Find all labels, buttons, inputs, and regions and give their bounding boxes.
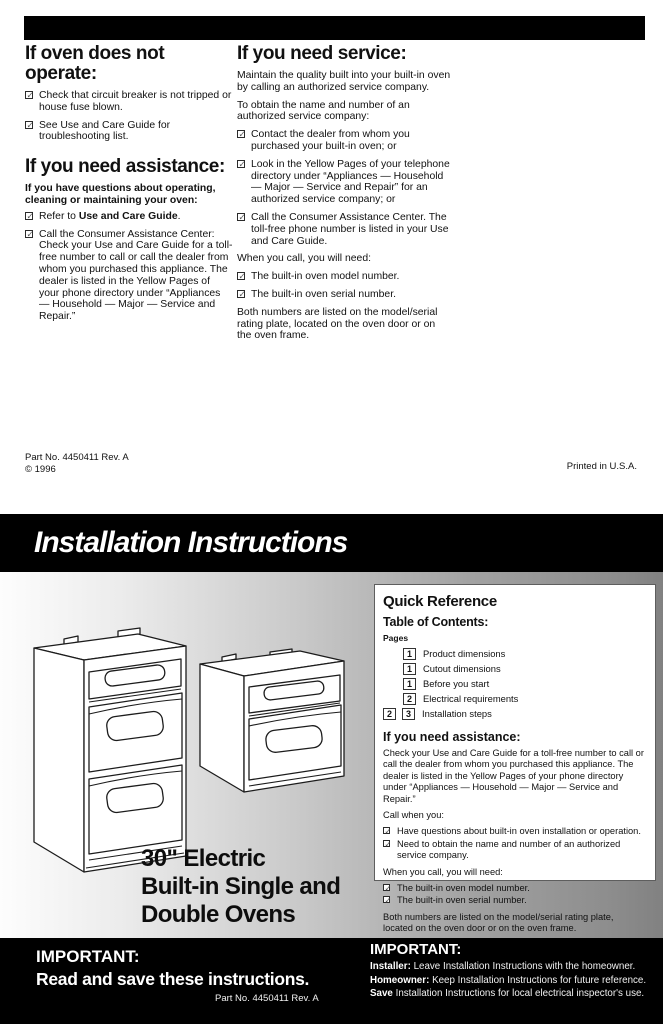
printed-in-usa: Printed in U.S.A. bbox=[566, 461, 637, 472]
toc-label: Installation steps bbox=[422, 708, 492, 719]
checklist-text: Contact the dealer from whom you purchased your built-in oven; or bbox=[251, 129, 410, 152]
page-number-box: 2 bbox=[383, 708, 396, 720]
service-paragraph: To obtain the name and number of an authorized service company: bbox=[237, 99, 410, 123]
checklist-text: The built-in oven serial number. bbox=[251, 288, 396, 300]
checklist-text: Have questions about built-in oven installation or operation. bbox=[397, 826, 641, 837]
part-number-block bbox=[25, 452, 129, 475]
part-number: Part No. 4450411 Rev. A bbox=[25, 452, 129, 463]
checkbox-icon bbox=[25, 230, 33, 238]
checkbox-icon bbox=[237, 290, 245, 298]
checklist-text: The built-in oven model number. bbox=[397, 883, 530, 894]
product-title-line3: Double Ovens bbox=[141, 901, 296, 928]
page-number-box: 1 bbox=[403, 678, 416, 690]
toc-title: Table of Contents: bbox=[383, 615, 489, 629]
checklist-item bbox=[237, 271, 451, 283]
checkbox-icon bbox=[25, 91, 33, 99]
toc-label: Product dimensions bbox=[423, 648, 506, 659]
footer-important-left-title: IMPORTANT: bbox=[36, 947, 140, 966]
checklist-text: Look in the Yellow Pages of your telephone directory under “Appliances — Household — Major — Service and Repair” for an authorized service company; or bbox=[251, 158, 450, 206]
column-troubleshooting bbox=[25, 44, 233, 329]
copyright: © 1996 bbox=[25, 463, 56, 475]
checklist-text: See Use and Care Guide for troubleshooting list. bbox=[39, 119, 171, 143]
page-number-box: 1 bbox=[403, 648, 416, 660]
page-number-box: 1 bbox=[403, 663, 416, 675]
checklist-text: Need to obtain the name and number of an authorized service company. bbox=[397, 838, 621, 861]
checkbox-icon bbox=[237, 213, 245, 221]
toc-row bbox=[383, 646, 645, 661]
checkbox-icon bbox=[25, 121, 33, 129]
toc-label: Electrical requirements bbox=[423, 693, 519, 704]
qr-when-you-call: When you call, you will need: bbox=[383, 866, 503, 877]
checklist-item bbox=[25, 90, 233, 114]
checklist-text: Check that circuit breaker is not tripped or house fuse blown. bbox=[39, 90, 232, 113]
assistance-intro: If you have questions about operating, cleaning or maintaining your oven: bbox=[25, 183, 216, 206]
toc-label: Cutout dimensions bbox=[423, 663, 501, 674]
checkbox-icon bbox=[25, 212, 33, 220]
checklist-item bbox=[383, 883, 645, 894]
checklist-item bbox=[25, 120, 233, 144]
checklist-text: The built-in oven serial number. bbox=[397, 895, 527, 906]
footer-instruction-line: Save Installation Instructions for local electrical inspector's use. bbox=[370, 988, 645, 999]
checkbox-icon bbox=[237, 272, 245, 280]
product-title-line1: 30" Electric bbox=[141, 845, 266, 872]
toc-row bbox=[383, 676, 645, 691]
toc-label: Before you start bbox=[423, 678, 490, 689]
double-oven-illustration bbox=[26, 626, 194, 878]
footer-part-number: Part No. 4450411 Rev. A bbox=[215, 993, 319, 1004]
column-service bbox=[237, 44, 451, 348]
quick-reference-title: Quick Reference bbox=[383, 593, 497, 610]
installation-banner bbox=[0, 514, 663, 572]
checkbox-icon bbox=[383, 840, 390, 847]
footer-instruction-line: Homeowner: Keep Installation Instructions for future reference. bbox=[370, 974, 647, 986]
checklist-item bbox=[237, 159, 451, 206]
checklist-item bbox=[237, 289, 451, 301]
qr-call-when: Call when you: bbox=[383, 810, 444, 821]
checkbox-icon bbox=[383, 896, 390, 903]
checklist-text: Call the Consumer Assistance Center: Check your Use and Care Guide for a toll-free number to call or call the dealer from whom you purchased this appliance. The dealer is listed in the Yellow Pages of your phone directory under “Appliances — Household — Major — Service and Repair.” bbox=[39, 228, 233, 323]
toc-row bbox=[383, 706, 645, 721]
section-title-need-assistance: If you need assistance: bbox=[25, 156, 225, 178]
section-title-need-service: If you need service: bbox=[237, 43, 407, 64]
service-paragraph: When you call, you will need: bbox=[237, 253, 371, 265]
service-paragraph: Both numbers are listed on the model/serial rating plate, located on the oven door or on the oven frame. bbox=[237, 306, 438, 342]
page-number-box: 3 bbox=[402, 708, 415, 720]
footer-read-save-line: Read and save these instructions. bbox=[36, 969, 310, 989]
checklist-item bbox=[25, 229, 233, 323]
checkbox-icon bbox=[383, 827, 390, 834]
top-black-bar bbox=[24, 16, 645, 40]
checklist-item bbox=[237, 129, 451, 153]
checklist-item bbox=[383, 895, 645, 906]
checklist-item bbox=[383, 826, 645, 837]
qr-assistance-paragraph: Check your Use and Care Guide for a toll-free number to call or call the dealer from whom you purchased this appliance. The dealer is listed in the Yellow Pages of your phone directory under “Appliances — Household — Major — Service and Repair.” bbox=[383, 748, 644, 804]
footer-band bbox=[0, 938, 663, 1024]
checklist-item bbox=[25, 211, 233, 223]
single-oven-illustration bbox=[192, 648, 352, 804]
banner-title: Installation Instructions bbox=[34, 526, 348, 559]
product-title-line2: Built-in Single and bbox=[141, 873, 341, 900]
checkbox-icon bbox=[237, 160, 245, 168]
checklist-item bbox=[237, 212, 451, 247]
service-paragraph: Maintain the quality built into your built-in oven by calling an authorized service company. bbox=[237, 70, 451, 93]
pages-label: Pages bbox=[383, 633, 409, 643]
footer-instructions-list bbox=[370, 960, 646, 1001]
checklist-text: Refer to Use and Care Guide. bbox=[39, 210, 181, 222]
toc-row bbox=[383, 691, 645, 706]
checklist-text: Call the Consumer Assistance Center. The toll-free phone number is listed in your Use and Care Guide. bbox=[251, 211, 449, 247]
qr-both-numbers: Both numbers are listed on the model/serial rating plate, located on the oven door or on the oven frame. bbox=[383, 911, 614, 934]
section-title-oven-does-not-operate: If oven does not operate: bbox=[25, 43, 165, 84]
quick-reference-box bbox=[374, 584, 656, 934]
qr-assistance-title: If you need assistance: bbox=[383, 730, 521, 744]
checklist-text: The built-in oven model number. bbox=[251, 271, 400, 283]
product-title bbox=[141, 845, 340, 929]
toc-row bbox=[383, 661, 645, 676]
checkbox-icon bbox=[383, 884, 390, 891]
page-number-box: 2 bbox=[403, 693, 416, 705]
checkbox-icon bbox=[237, 130, 245, 138]
footer-instruction-line: Installer: Leave Installation Instructions with the homeowner. bbox=[370, 961, 636, 972]
checklist-item bbox=[383, 839, 645, 862]
hero-section bbox=[0, 572, 663, 938]
footer-important-right-title: IMPORTANT: bbox=[370, 941, 462, 958]
